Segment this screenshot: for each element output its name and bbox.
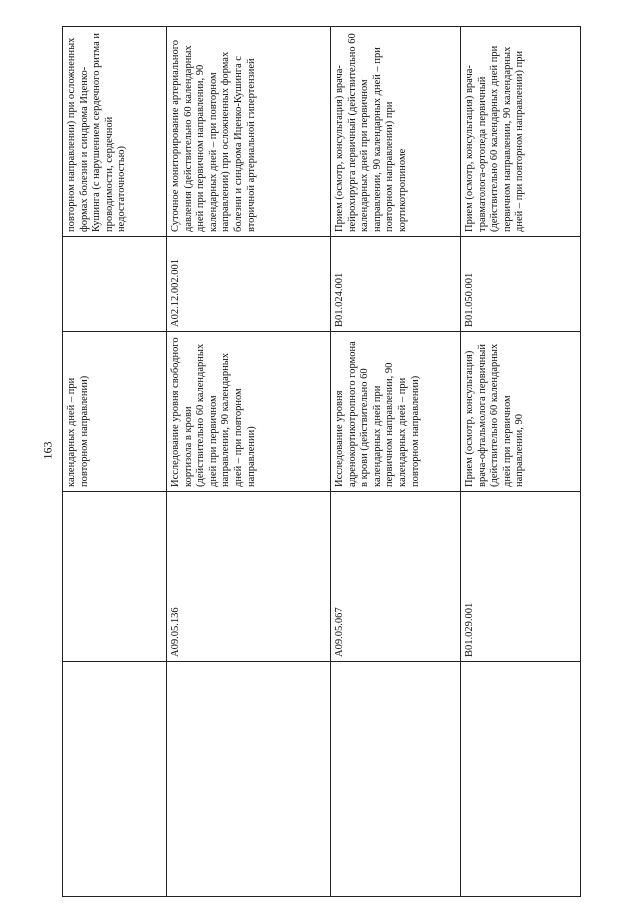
table-cell-service: Прием (осмотр, консультация) врача-офтальмолога первичный (действительно 60 календарных дней при первичном направлении, 90 (461, 332, 581, 492)
table-cell-code (63, 237, 167, 332)
table-cell-code: B01.029.001 (461, 492, 581, 662)
table-row (167, 27, 331, 897)
table-cell-service: Прием (осмотр, консультация) врача-травматолога-ортопеда первичный (действительно 60 календарных дней при первичном направлении, 90 календарных дней – при повторном направлении) при (461, 27, 581, 237)
table-row (461, 27, 581, 897)
page-number: 163 (40, 441, 55, 460)
table-cell-code: A09.05.067 (331, 492, 461, 662)
table-cell-service: календарных дней – при повторном направлении) (63, 332, 167, 492)
table-cell-code: B01.024.001 (331, 237, 461, 332)
table-cell-code (63, 492, 167, 662)
table-cell-code: A09.05.136 (167, 492, 331, 662)
table-row (331, 27, 461, 897)
table-cell-code: B01.050.001 (461, 237, 581, 332)
table-cell-service: Прием (осмотр, консультация) врача-нейрохирурга первичный (действительно 60 календарных дней при первичном направлении, 90 календарных дней – при повторном направлении) при кортикотропиноме (331, 27, 461, 237)
table-cell-empty (63, 662, 167, 897)
services-table (62, 27, 580, 897)
table-cell-service: Исследование уровня свободного кортизола в крови (действительно 60 календарных дней при первичном направлении, 90 календарных дней – при повторном направлении) (167, 332, 331, 492)
table-cell-service: повторном направлении) при осложненных формах болезни и синдрома Иценко-Кушинга (с нарушением сердечного ритма и проводимости, сердечной недостаточностью) (63, 27, 167, 237)
table-row (63, 27, 167, 897)
table-cell-service: Исследование уровня адренокортикотропного гормона в крови (действительно 60 календарных дней при первичном направлении, 90 календарных дней – при повторном направлении) (331, 332, 461, 492)
table-cell-empty (461, 662, 581, 897)
table-cell-empty (331, 662, 461, 897)
table-cell-service: Суточное мониторирование артериального давления (действительно 60 календарных дней при первичном направлении, 90 календарных дней – при повторном направлении) при осложненных формах болезни и синдрома Иценко-Кушинга с вторичной артериальной гипертензией (167, 27, 331, 237)
table-cell-code: A02.12.002.001 (167, 237, 331, 332)
table-cell-empty (167, 662, 331, 897)
